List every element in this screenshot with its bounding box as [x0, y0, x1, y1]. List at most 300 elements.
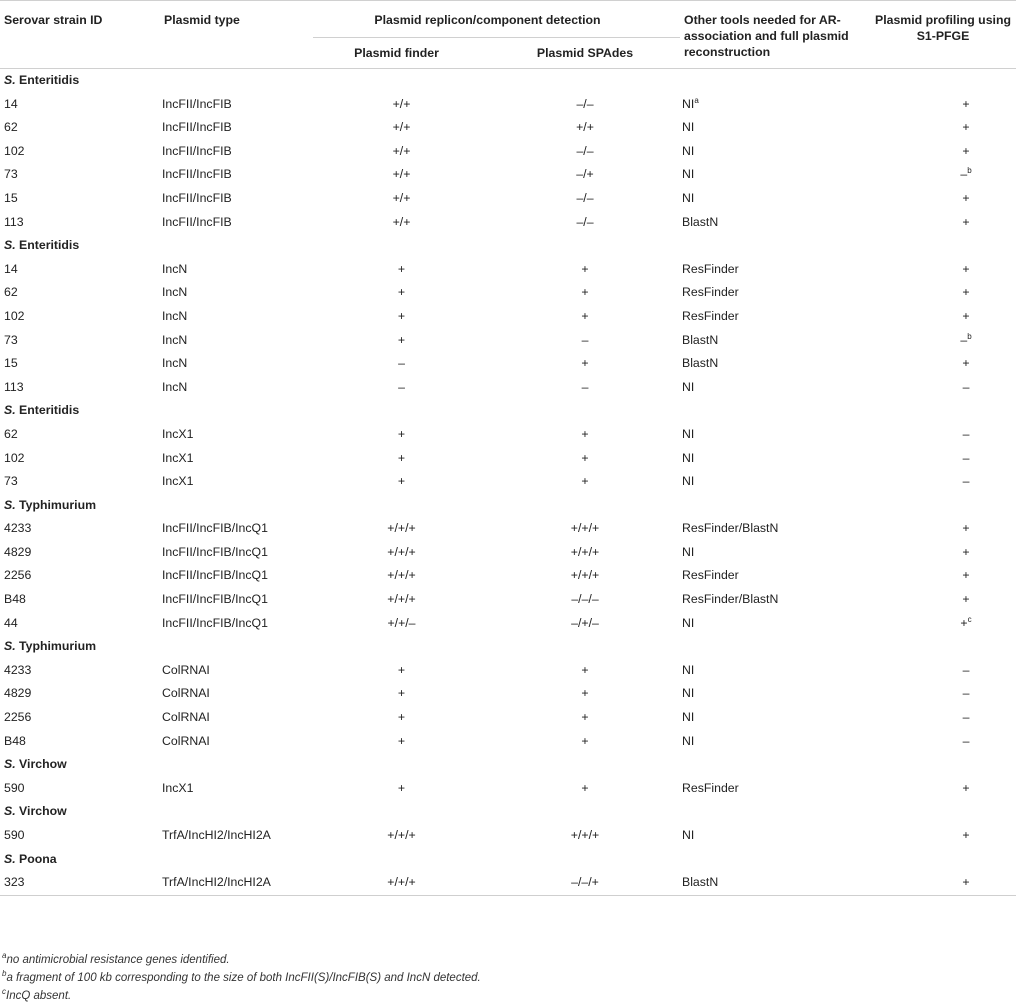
header-other-tools: Other tools needed for AR-association and full plasmid reconstruction	[684, 13, 849, 59]
serovar-name: Enteritidis	[19, 238, 80, 253]
cell-pfge-text: –	[962, 662, 970, 677]
cell-pfge-text: +	[962, 143, 970, 158]
table-row	[0, 871, 1016, 895]
cell-strain-id: 15	[4, 190, 18, 205]
cell-plasmid-type: TrfA/IncHI2/IncHI2A	[162, 828, 271, 842]
cell-pfge-text: +	[960, 615, 968, 630]
table-row	[0, 93, 1016, 117]
table-row	[0, 423, 1016, 447]
cell-other-tools	[680, 659, 870, 683]
cell-plasmid-spades: –/+/–	[571, 615, 599, 630]
cell-other-tools-text: NI	[682, 615, 695, 630]
table-row	[0, 612, 1016, 636]
serovar-group-label	[0, 753, 1016, 777]
cell-plasmid-finder: +/+	[392, 214, 411, 229]
cell-strain-id: 44	[4, 615, 18, 630]
cell-pfge	[870, 541, 1016, 565]
cell-other-tools-text: NI	[682, 143, 695, 158]
cell-other-tools	[680, 140, 870, 164]
cell-plasmid-spades: –/–	[576, 214, 594, 229]
cell-plasmid-type: ColRNAI	[162, 662, 210, 677]
serovar-genus: S.	[4, 403, 16, 418]
cell-strain-id: 62	[4, 285, 18, 300]
table-row	[0, 541, 1016, 565]
cell-other-tools	[680, 871, 870, 895]
cell-plasmid-spades: +	[581, 686, 589, 701]
footnote-mark: c	[967, 614, 972, 624]
table-row	[0, 659, 1016, 683]
cell-plasmid-finder: +/+	[392, 120, 411, 135]
serovar-name: Virchow	[19, 757, 67, 772]
cell-other-tools-text: NI	[682, 686, 695, 701]
cell-strain-id: 62	[4, 120, 18, 135]
serovar-name: Poona	[19, 851, 57, 866]
cell-plasmid-finder: +	[397, 780, 406, 795]
cell-other-tools	[680, 93, 870, 117]
table-row	[0, 447, 1016, 471]
serovar-genus: S.	[4, 851, 16, 866]
cell-other-tools-text: NI	[682, 733, 695, 748]
cell-other-tools-text: ResFinder/BlastN	[682, 521, 779, 536]
cell-plasmid-spades: +/+	[576, 120, 594, 135]
cell-other-tools-text: NI	[682, 120, 695, 135]
cell-strain-id: 4829	[4, 686, 32, 701]
table-row	[0, 682, 1016, 706]
cell-pfge-text: +	[962, 190, 970, 205]
table-row	[0, 211, 1016, 235]
cell-plasmid-finder: +	[397, 308, 406, 323]
cell-pfge	[870, 423, 1016, 447]
cell-plasmid-type: TrfA/IncHI2/IncHI2A	[160, 871, 313, 895]
serovar-group-row	[0, 753, 1016, 777]
cell-plasmid-type: IncFII/IncFIB	[162, 96, 232, 111]
footnote-c	[2, 987, 481, 1005]
serovar-group-row	[0, 69, 1016, 93]
cell-other-tools	[680, 588, 870, 612]
cell-other-tools-text: BlastN	[682, 332, 719, 347]
header-pfge: Plasmid profiling using S1-PFGE	[875, 13, 1011, 43]
footnote-mark: b	[967, 331, 972, 341]
cell-strain-id: B48	[4, 592, 26, 607]
cell-other-tools	[680, 612, 870, 636]
table-row	[0, 824, 1016, 848]
cell-pfge	[870, 612, 1016, 636]
cell-other-tools	[680, 730, 870, 754]
cell-other-tools-text: NI	[682, 662, 695, 677]
cell-pfge-text: +	[962, 875, 970, 890]
cell-plasmid-finder: +	[397, 662, 406, 677]
header-detection-label: Plasmid replicon/component detection	[374, 13, 601, 27]
table-body	[0, 69, 1016, 895]
cell-other-tools	[680, 305, 870, 329]
cell-pfge	[870, 211, 1016, 235]
cell-plasmid-type: ColRNAI	[162, 733, 210, 748]
cell-other-tools-text: ResFinder	[682, 285, 739, 300]
cell-plasmid-type: IncN	[162, 356, 188, 371]
cell-other-tools	[680, 706, 870, 730]
cell-pfge-text: +	[962, 592, 970, 607]
cell-pfge	[870, 163, 1016, 187]
cell-pfge	[870, 447, 1016, 471]
cell-plasmid-finder: +/+/+	[387, 544, 416, 559]
cell-pfge-text: –	[962, 733, 970, 748]
footnote-b-text: a fragment of 100 kb corresponding to the size of both IncFII(S)/IncFIB(S) and IncN detected.	[6, 972, 481, 984]
footnote-c-mark: c	[2, 987, 6, 997]
table-row	[0, 706, 1016, 730]
footnote-mark: b	[967, 166, 972, 176]
table-row	[0, 352, 1016, 376]
cell-plasmid-spades: +/+/+	[570, 568, 600, 583]
cell-pfge	[870, 517, 1016, 541]
serovar-group-row	[0, 234, 1016, 258]
cell-other-tools-text: NI	[682, 379, 695, 394]
header-detection	[313, 1, 680, 37]
cell-plasmid-spades: –/–/–	[571, 592, 599, 607]
serovar-genus: S.	[4, 73, 16, 87]
cell-other-tools-text: ResFinder	[682, 261, 739, 276]
table-row	[0, 281, 1016, 305]
cell-plasmid-spades: +/+/+	[570, 544, 600, 559]
cell-pfge	[870, 258, 1016, 282]
table-row	[0, 564, 1016, 588]
cell-plasmid-finder: –	[398, 356, 405, 371]
cell-plasmid-finder: +/+	[392, 143, 411, 158]
cell-pfge	[870, 187, 1016, 211]
serovar-genus: S.	[4, 497, 16, 512]
cell-other-tools	[680, 470, 870, 494]
cell-plasmid-spades: +	[581, 662, 589, 677]
cell-plasmid-type: IncFII/IncFIB	[162, 167, 232, 182]
cell-pfge	[870, 470, 1016, 494]
table-row	[0, 777, 1016, 801]
cell-plasmid-spades: +	[581, 474, 589, 489]
cell-plasmid-spades: –/–	[576, 190, 594, 205]
cell-pfge	[870, 564, 1016, 588]
serovar-name: Virchow	[19, 804, 67, 819]
cell-pfge-text: +	[962, 780, 970, 795]
cell-plasmid-finder: +/+	[392, 167, 411, 182]
cell-strain-id: B48	[4, 733, 26, 748]
footnotes	[2, 951, 481, 1005]
cell-plasmid-finder: +/+	[392, 190, 411, 205]
cell-other-tools	[680, 564, 870, 588]
serovar-genus: S.	[4, 804, 16, 819]
footnote-c-text: IncQ absent.	[6, 990, 72, 1002]
cell-other-tools	[680, 329, 870, 353]
cell-plasmid-finder: +	[397, 474, 406, 489]
cell-plasmid-finder: +/+/+	[313, 871, 490, 895]
cell-strain-id: 113	[4, 379, 24, 394]
cell-other-tools-text: NI	[682, 96, 695, 111]
cell-pfge-text: +	[962, 568, 970, 583]
cell-pfge	[870, 93, 1016, 117]
cell-plasmid-type: IncN	[162, 308, 188, 323]
cell-other-tools-text: ResFinder	[682, 780, 739, 795]
cell-pfge-text: –	[962, 379, 970, 394]
cell-plasmid-finder: +/+/+	[387, 521, 416, 536]
cell-strain-id: 2256	[4, 568, 32, 583]
footnote-b-mark: b	[2, 969, 7, 979]
cell-plasmid-spades: +	[581, 285, 589, 300]
cell-plasmid-spades: –/–	[576, 96, 594, 111]
cell-plasmid-type: IncFII/IncFIB	[162, 214, 232, 229]
cell-plasmid-spades: +	[581, 261, 589, 276]
cell-strain-id: 4233	[4, 662, 32, 677]
cell-plasmid-finder: +	[397, 450, 406, 465]
cell-strain-id: 73	[4, 332, 18, 347]
cell-strain-id: 73	[4, 167, 18, 182]
cell-pfge-text: +	[962, 308, 970, 323]
cell-other-tools-text: ResFinder	[682, 308, 739, 323]
cell-strain-id: 4829	[4, 544, 32, 559]
cell-other-tools	[680, 682, 870, 706]
cell-pfge-text: +	[962, 96, 970, 111]
cell-other-tools-text: NI	[682, 828, 695, 842]
serovar-group-label	[0, 69, 1016, 93]
cell-plasmid-finder: +/+/+	[387, 568, 416, 583]
cell-other-tools	[680, 258, 870, 282]
cell-other-tools	[680, 541, 870, 565]
serovar-group-row	[0, 635, 1016, 659]
cell-strain-id: 102	[4, 143, 25, 158]
cell-plasmid-spades: +/+/+	[570, 828, 600, 842]
table-row	[0, 470, 1016, 494]
cell-plasmid-type: IncN	[162, 379, 188, 394]
serovar-group-row	[0, 848, 1016, 872]
serovar-group-row	[0, 399, 1016, 423]
cell-plasmid-type: IncFII/IncFIB	[162, 143, 232, 158]
cell-other-tools-text: BlastN	[682, 356, 719, 371]
table-row	[0, 305, 1016, 329]
cell-pfge-text: –	[960, 167, 968, 182]
serovar-name: Typhimurium	[19, 639, 97, 654]
cell-plasmid-spades: –/–/+	[490, 871, 680, 895]
cell-pfge-text: –	[962, 426, 970, 441]
cell-plasmid-spades: +	[581, 710, 589, 725]
cell-pfge	[870, 824, 1016, 848]
table-row	[0, 187, 1016, 211]
cell-strain-id: 323	[0, 871, 160, 895]
serovar-group-label	[0, 494, 1016, 518]
cell-plasmid-spades: +	[581, 450, 589, 465]
table-row	[0, 730, 1016, 754]
cell-plasmid-spades: +	[581, 356, 589, 371]
serovar-group-label	[0, 848, 1016, 872]
cell-pfge	[870, 281, 1016, 305]
cell-pfge	[870, 871, 1016, 895]
cell-other-tools	[680, 824, 870, 848]
cell-plasmid-type: IncN	[162, 285, 188, 300]
cell-other-tools	[680, 163, 870, 187]
cell-pfge-text: +	[962, 261, 970, 276]
cell-strain-id: 102	[4, 450, 25, 465]
table-row	[0, 588, 1016, 612]
cell-plasmid-type: IncX1	[162, 426, 194, 441]
footnote-a-mark: a	[2, 951, 7, 961]
cell-pfge	[870, 116, 1016, 140]
cell-other-tools-text: ResFinder	[682, 568, 739, 583]
cell-plasmid-type: IncX1	[162, 474, 194, 489]
cell-other-tools-text: NI	[682, 450, 695, 465]
cell-plasmid-finder: +/+	[392, 96, 411, 111]
cell-plasmid-finder: +/+/–	[387, 615, 416, 630]
cell-other-tools	[680, 187, 870, 211]
cell-plasmid-finder: +	[397, 710, 406, 725]
cell-pfge	[870, 706, 1016, 730]
table-row	[0, 163, 1016, 187]
cell-plasmid-type: IncN	[162, 332, 188, 347]
serovar-group-label	[0, 800, 1016, 824]
table-row	[0, 116, 1016, 140]
cell-pfge-text: +	[962, 214, 970, 229]
serovar-group-label	[0, 399, 1016, 423]
cell-pfge	[870, 376, 1016, 400]
cell-strain-id: 113	[4, 214, 24, 229]
cell-pfge	[870, 659, 1016, 683]
serovar-genus: S.	[4, 757, 16, 772]
cell-other-tools	[680, 423, 870, 447]
cell-pfge-text: +	[962, 120, 970, 135]
cell-strain-id: 590	[4, 780, 25, 795]
cell-plasmid-finder: +/+/+	[387, 828, 416, 842]
table-row	[0, 329, 1016, 353]
cell-strain-id: 15	[4, 356, 18, 371]
cell-pfge	[870, 329, 1016, 353]
cell-plasmid-finder: +/+/+	[387, 592, 416, 607]
cell-strain-id: 73	[4, 474, 18, 489]
cell-other-tools-text: BlastN	[682, 875, 719, 890]
footnote-mark: a	[694, 95, 699, 105]
serovar-name: Typhimurium	[19, 497, 97, 512]
serovar-genus: S.	[4, 639, 16, 654]
cell-other-tools	[680, 352, 870, 376]
table-row	[0, 140, 1016, 164]
cell-other-tools	[680, 281, 870, 305]
cell-pfge	[870, 777, 1016, 801]
footnote-a	[2, 951, 481, 969]
cell-plasmid-spades: –	[581, 379, 589, 394]
cell-plasmid-finder: –	[398, 379, 405, 394]
cell-other-tools	[680, 376, 870, 400]
cell-plasmid-type: IncFII/IncFIB/IncQ1	[162, 568, 268, 583]
cell-plasmid-finder: +	[397, 285, 406, 300]
cell-plasmid-spades: –/–	[576, 143, 594, 158]
cell-other-tools	[680, 116, 870, 140]
header-plasmid-finder-label: Plasmid finder	[354, 45, 439, 60]
header-plasmid-spades-label: Plasmid SPAdes	[536, 45, 634, 60]
cell-plasmid-spades: +	[581, 733, 589, 748]
cell-plasmid-spades: +	[581, 308, 589, 323]
serovar-genus: S.	[4, 238, 16, 253]
serovar-name: Enteritidis	[19, 403, 80, 418]
cell-plasmid-finder: +	[397, 332, 406, 347]
cell-plasmid-type: IncFII/IncFIB	[162, 120, 232, 135]
cell-pfge-text: –	[962, 474, 970, 489]
cell-pfge-text: +	[962, 544, 970, 559]
cell-other-tools	[680, 777, 870, 801]
cell-plasmid-spades: +/+/+	[570, 521, 600, 536]
cell-pfge-text: +	[962, 828, 970, 842]
cell-plasmid-finder: +	[397, 261, 406, 276]
header-plasmid-spades	[490, 37, 680, 68]
cell-pfge-text: +	[962, 356, 970, 371]
cell-pfge-text: –	[962, 710, 970, 725]
cell-plasmid-type: ColRNAI	[162, 710, 210, 725]
cell-other-tools	[680, 447, 870, 471]
serovar-name: Enteritidis	[19, 73, 80, 87]
cell-other-tools-text: NI	[682, 474, 695, 489]
cell-plasmid-type: IncFII/IncFIB/IncQ1	[162, 544, 268, 559]
cell-plasmid-type: IncX1	[162, 450, 194, 465]
cell-strain-id: 62	[4, 426, 18, 441]
footnote-a-text: no antimicrobial resistance genes identified.	[6, 954, 230, 966]
cell-plasmid-finder: +	[397, 686, 406, 701]
cell-plasmid-type: IncN	[162, 261, 188, 276]
cell-pfge	[870, 730, 1016, 754]
cell-pfge	[870, 140, 1016, 164]
table-row	[0, 376, 1016, 400]
cell-other-tools-text: BlastN	[682, 214, 719, 229]
cell-strain-id: 590	[4, 828, 25, 842]
header-plasmid-finder	[313, 37, 490, 68]
cell-plasmid-type: IncFII/IncFIB	[162, 190, 232, 205]
cell-plasmid-spades: +	[581, 780, 589, 795]
cell-other-tools-text: NI	[682, 710, 695, 725]
cell-strain-id: 102	[4, 308, 25, 323]
serovar-group-label	[0, 234, 1016, 258]
cell-strain-id: 14	[4, 96, 18, 111]
table-header	[0, 0, 1016, 69]
cell-pfge-text: +	[962, 285, 970, 300]
table-row	[0, 258, 1016, 282]
cell-pfge-text: –	[962, 686, 970, 701]
cell-other-tools-text: ResFinder/BlastN	[682, 592, 779, 607]
serovar-group-row	[0, 800, 1016, 824]
footnote-b	[2, 969, 481, 987]
cell-pfge	[870, 352, 1016, 376]
cell-plasmid-type: IncX1	[162, 780, 194, 795]
header-plasmid-type: Plasmid type	[164, 13, 240, 27]
cell-plasmid-type: IncFII/IncFIB/IncQ1	[162, 521, 268, 536]
serovar-group-label	[0, 635, 1016, 659]
cell-other-tools-text: NI	[682, 190, 695, 205]
cell-plasmid-spades: +	[581, 426, 589, 441]
cell-plasmid-type: ColRNAI	[162, 686, 210, 701]
cell-plasmid-spades: –	[581, 332, 589, 347]
cell-other-tools	[680, 211, 870, 235]
cell-strain-id: 2256	[4, 710, 32, 725]
cell-pfge-text: +	[962, 521, 970, 536]
cell-pfge	[870, 305, 1016, 329]
cell-pfge-text: –	[962, 450, 970, 465]
cell-strain-id: 4233	[4, 521, 32, 536]
cell-plasmid-finder: +	[397, 733, 406, 748]
cell-other-tools-text: NI	[682, 426, 695, 441]
cell-pfge	[870, 588, 1016, 612]
header-serovar-strain-id: Serovar strain ID	[4, 13, 103, 27]
cell-pfge-text: –	[960, 332, 968, 347]
cell-plasmid-type: IncFII/IncFIB/IncQ1	[162, 592, 268, 607]
cell-plasmid-type: IncFII/IncFIB/IncQ1	[162, 615, 268, 630]
serovar-group-row	[0, 494, 1016, 518]
cell-plasmid-spades: –/+	[576, 167, 594, 182]
table-row	[0, 517, 1016, 541]
cell-plasmid-finder: +	[397, 426, 406, 441]
cell-other-tools-text: NI	[682, 544, 695, 559]
cell-pfge	[870, 682, 1016, 706]
cell-strain-id: 14	[4, 261, 18, 276]
cell-other-tools-text: NI	[682, 167, 695, 182]
